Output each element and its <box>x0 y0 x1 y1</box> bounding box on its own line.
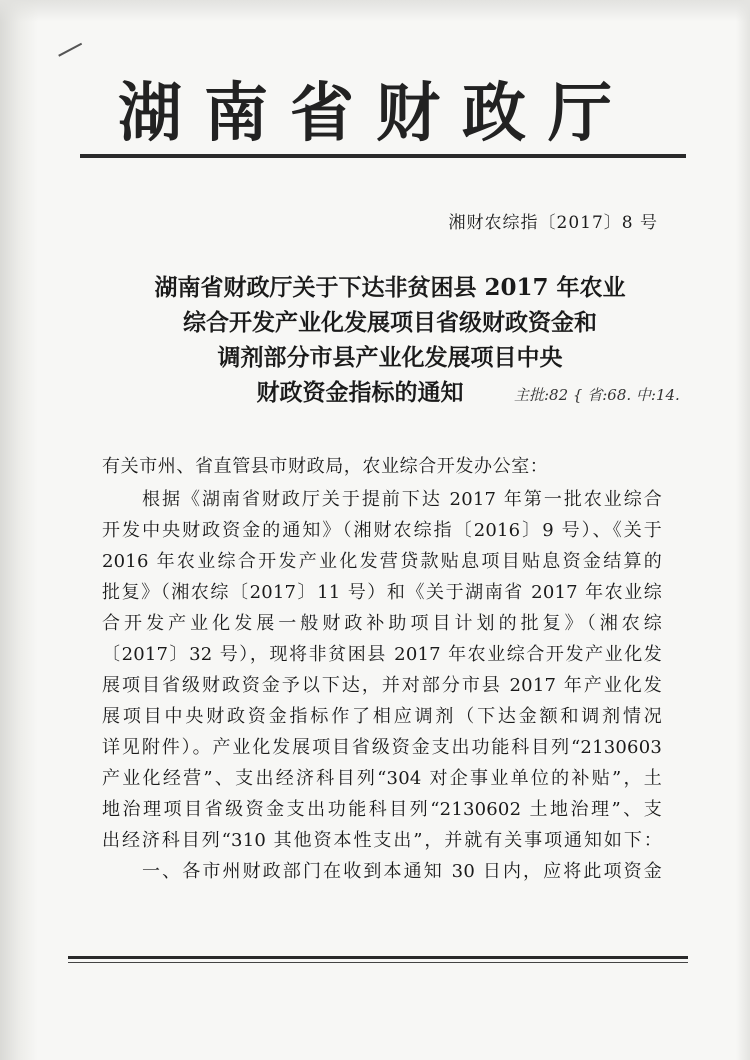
handwritten-annotation <box>514 362 704 422</box>
footer-divider-thin <box>68 962 688 963</box>
body-line: 合开发产业化发展一般财政补助项目计划的批复》（湘农综 <box>102 613 662 634</box>
body-text <box>102 484 662 887</box>
scan-shadow-top <box>0 0 750 22</box>
body-line: 2016 年农业综合开发产业化发营贷款贴息项目贴息资金结算的 <box>102 551 662 572</box>
header-divider <box>80 154 686 158</box>
stray-pen-mark <box>58 43 88 68</box>
scan-shadow-left <box>0 0 38 1060</box>
body-line: 根据《湖南省财政厅关于提前下达 2017 年第一批农业综合 <box>142 489 662 510</box>
salutation: 有关市州、省直管县市财政局，农业综合开发办公室： <box>102 456 549 477</box>
handwritten-note-text: 主批:82 { 省:68. 中:14. <box>514 386 680 404</box>
body-line: 详见附件）。产业化发展项目省级资金支出功能科目列“2130603 <box>102 737 662 758</box>
body-line: 出经济科目列“310 其他资本性支出”，并就有关事项通知如下： <box>102 830 662 851</box>
document-number: 湘财农综指〔2017〕8 号 <box>448 213 658 233</box>
body-line: 展项目中央财政资金指标作了相应调剂（下达金额和调剂情况 <box>102 706 662 727</box>
body-line: 批复》（湘农综〔2017〕11 号）和《关于湖南省 2017 年农业综 <box>102 582 662 603</box>
title-line: 调剂部分市县产业化发展项目中央 <box>217 344 563 371</box>
body-line: 〔2017〕32 号），现将非贫困县 2017 年农业综合开发产业化发 <box>102 644 662 665</box>
body-line: 产业化经营”、支出经济科目列“304 对企事业单位的补贴”，土 <box>102 768 662 789</box>
issuing-authority-header: 湖南省财政厅 <box>118 77 634 151</box>
scan-shadow-right <box>736 0 750 1060</box>
title-line: 综合开发产业化发展项目省级财政资金和 <box>183 309 597 336</box>
title-line: 湖南省财政厅关于下达非贫困县 2017 年农业 <box>154 274 626 301</box>
footer-divider <box>68 956 688 959</box>
body-line: 开发中央财政资金的通知》（湘财农综指〔2016〕9 号）、《关于 <box>102 520 662 541</box>
body-line: 地治理项目省级资金支出功能科目列“2130602 土地治理”、支 <box>102 799 662 820</box>
body-line: 展项目省级财政资金予以下达，并对部分市县 2017 年产业化发 <box>102 675 662 696</box>
body-line: 一、各市州财政部门在收到本通知 30 日内，应将此项资金 <box>142 861 662 882</box>
title-line: 财政资金指标的通知 <box>256 379 464 406</box>
